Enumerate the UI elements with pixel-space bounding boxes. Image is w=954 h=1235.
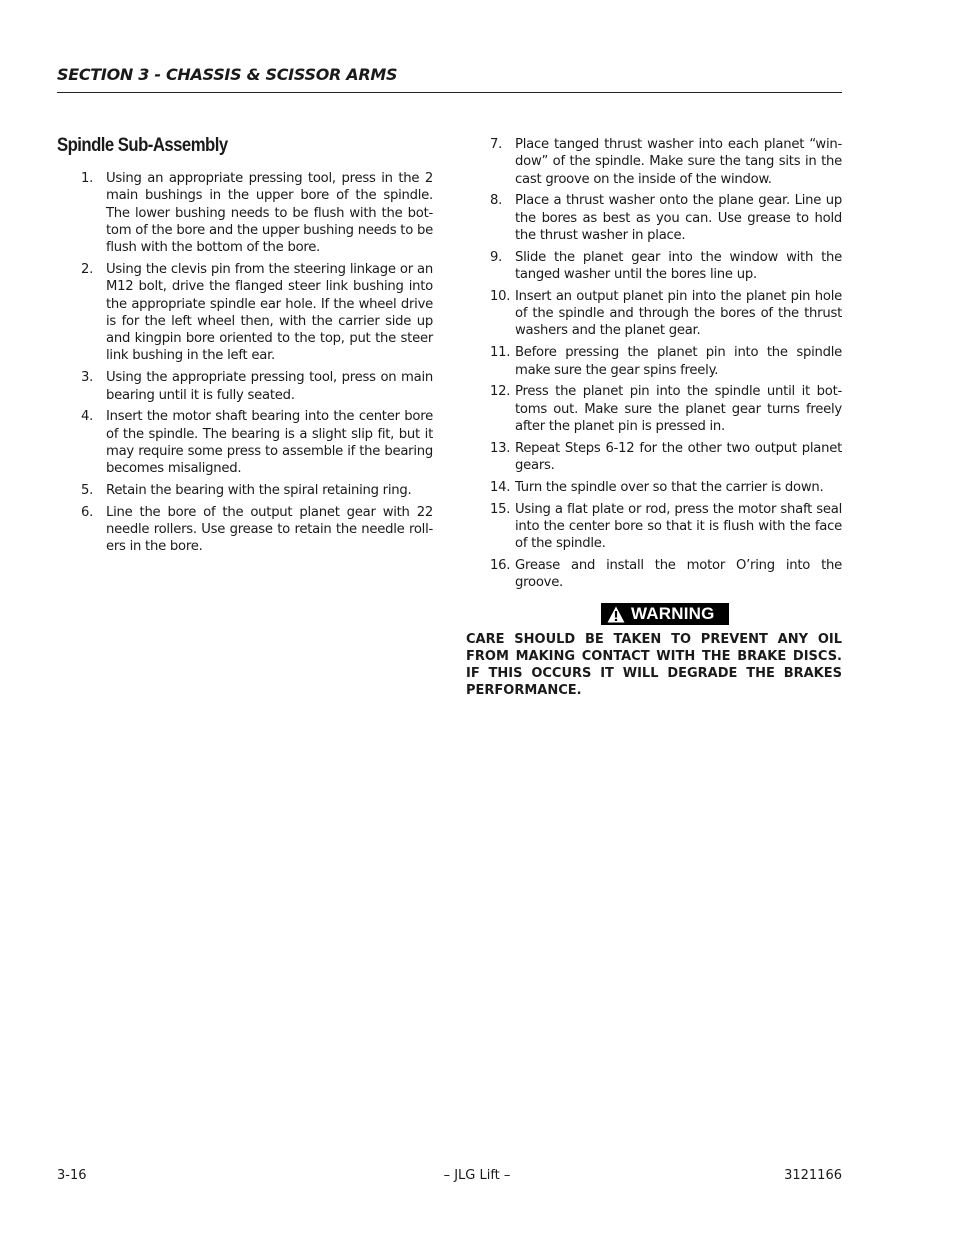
step-number: 5. <box>81 483 94 499</box>
list-item <box>466 249 842 284</box>
warning-triangle-icon <box>607 606 625 623</box>
step-number: 13. <box>490 440 511 456</box>
step-text: Before pressing the planet pin into the spindle make sure the gear spins freely. <box>515 345 842 378</box>
step-text: Slide the planet gear into the window with the tanged washer until the bores line up. <box>515 249 842 283</box>
warning-text: CARE SHOULD BE TAKEN TO PREVENT ANY OIL FROM MAKING CONTACT WITH THE BRAKE DISCS. IF THIS OCCURS IT WILL DEGRADE THE BRAKES PERFORMANCE. <box>466 632 842 698</box>
step-text: Retain the bearing with the spiral retaining ring. <box>106 483 412 499</box>
step-text: Using the clevis pin from the steering linkage or an M12 bolt, drive the flanged steer link bushing into the appropriate spindle ear hole. If the wheel drive is for the left wheel then, with the carrier side up and kingpin bore oriented to the top, put the steer link bushing in the left ear. <box>106 261 433 364</box>
step-number: 8. <box>490 193 503 209</box>
list-item <box>466 288 842 340</box>
section-title: SECTION 3 - CHASSIS & SCISSOR ARMS <box>57 65 398 84</box>
step-text: Insert the motor shaft bearing into the center bore of the spindle. The bearing is a slight slip fit, but it may require some press to assemble if the bearing becomes misaligned. <box>106 409 433 477</box>
step-text: Press the planet pin into the spindle until it bot-toms out. Make sure the planet gear turns freely after the planet pin is pressed in. <box>515 384 842 434</box>
step-text: Grease and install the motor O’ring into the groove. <box>515 558 842 591</box>
step-number: 10. <box>490 288 511 304</box>
list-item <box>466 192 842 244</box>
list-item <box>57 261 433 365</box>
step-number: 12. <box>490 384 511 400</box>
step-number: 2. <box>81 261 94 277</box>
step-number: 11. <box>490 345 511 361</box>
step-number: 1. <box>81 171 94 186</box>
step-text: Insert an output planet pin into the planet pin hole of the spindle and through the bores of the thrust washers and the planet gear. <box>515 288 842 339</box>
warning-badge <box>601 603 729 625</box>
section-heading: Spindle Sub-Assembly <box>57 135 228 156</box>
step-text: Place tanged thrust washer into each planet “win-dow” of the spindle. Make sure the tang sits in the cast groove on the inside of the window. <box>515 137 842 187</box>
step-text: Place a thrust washer onto the plane gear. Line up the bores as best as you can. Use grease to hold the thrust washer in place. <box>515 193 842 243</box>
step-text: Using a flat plate or rod, press the motor shaft seal into the center bore so that it is flush with the face of the spindle. <box>515 501 842 552</box>
page-header <box>57 64 842 93</box>
list-item <box>466 479 842 496</box>
step-number: 7. <box>490 137 503 152</box>
step-number: 16. <box>490 558 511 574</box>
list-item <box>466 557 842 592</box>
page-number: 3-16 <box>57 1168 87 1183</box>
doc-number: 3121166 <box>784 1168 842 1183</box>
list-item <box>57 408 433 477</box>
step-number: 15. <box>490 501 511 517</box>
step-number: 3. <box>81 370 94 386</box>
left-step-list <box>57 170 433 560</box>
list-item <box>57 170 433 256</box>
step-text: Using an appropriate pressing tool, press in the 2 main bushings in the upper bore of the spindle. The lower bushing needs to be flush with the bot-tom of the bore and the upper bushing needs to be flush with the bottom of the bore. <box>106 171 433 256</box>
step-text: Line the bore of the output planet gear with 22 needle rollers. Use grease to retain the needle roll-ers in the bore. <box>106 504 433 555</box>
footer-center: – JLG Lift – <box>443 1168 511 1183</box>
step-number: 9. <box>490 249 503 265</box>
warning-label: WARNING <box>631 604 715 623</box>
step-number: 4. <box>81 409 94 425</box>
list-item <box>466 501 842 553</box>
list-item <box>466 136 842 188</box>
right-step-list <box>466 136 842 596</box>
list-item <box>57 504 433 556</box>
list-item <box>466 344 842 379</box>
step-number: 14. <box>490 479 511 495</box>
step-number: 6. <box>81 504 94 520</box>
list-item <box>466 383 842 435</box>
step-text: Using the appropriate pressing tool, press on main bearing until it is fully seated. <box>106 370 433 403</box>
step-text: Turn the spindle over so that the carrier is down. <box>515 479 824 495</box>
list-item <box>57 369 433 404</box>
list-item <box>466 440 842 475</box>
list-item <box>57 482 433 499</box>
step-text: Repeat Steps 6-12 for the other two output planet gears. <box>515 440 842 474</box>
